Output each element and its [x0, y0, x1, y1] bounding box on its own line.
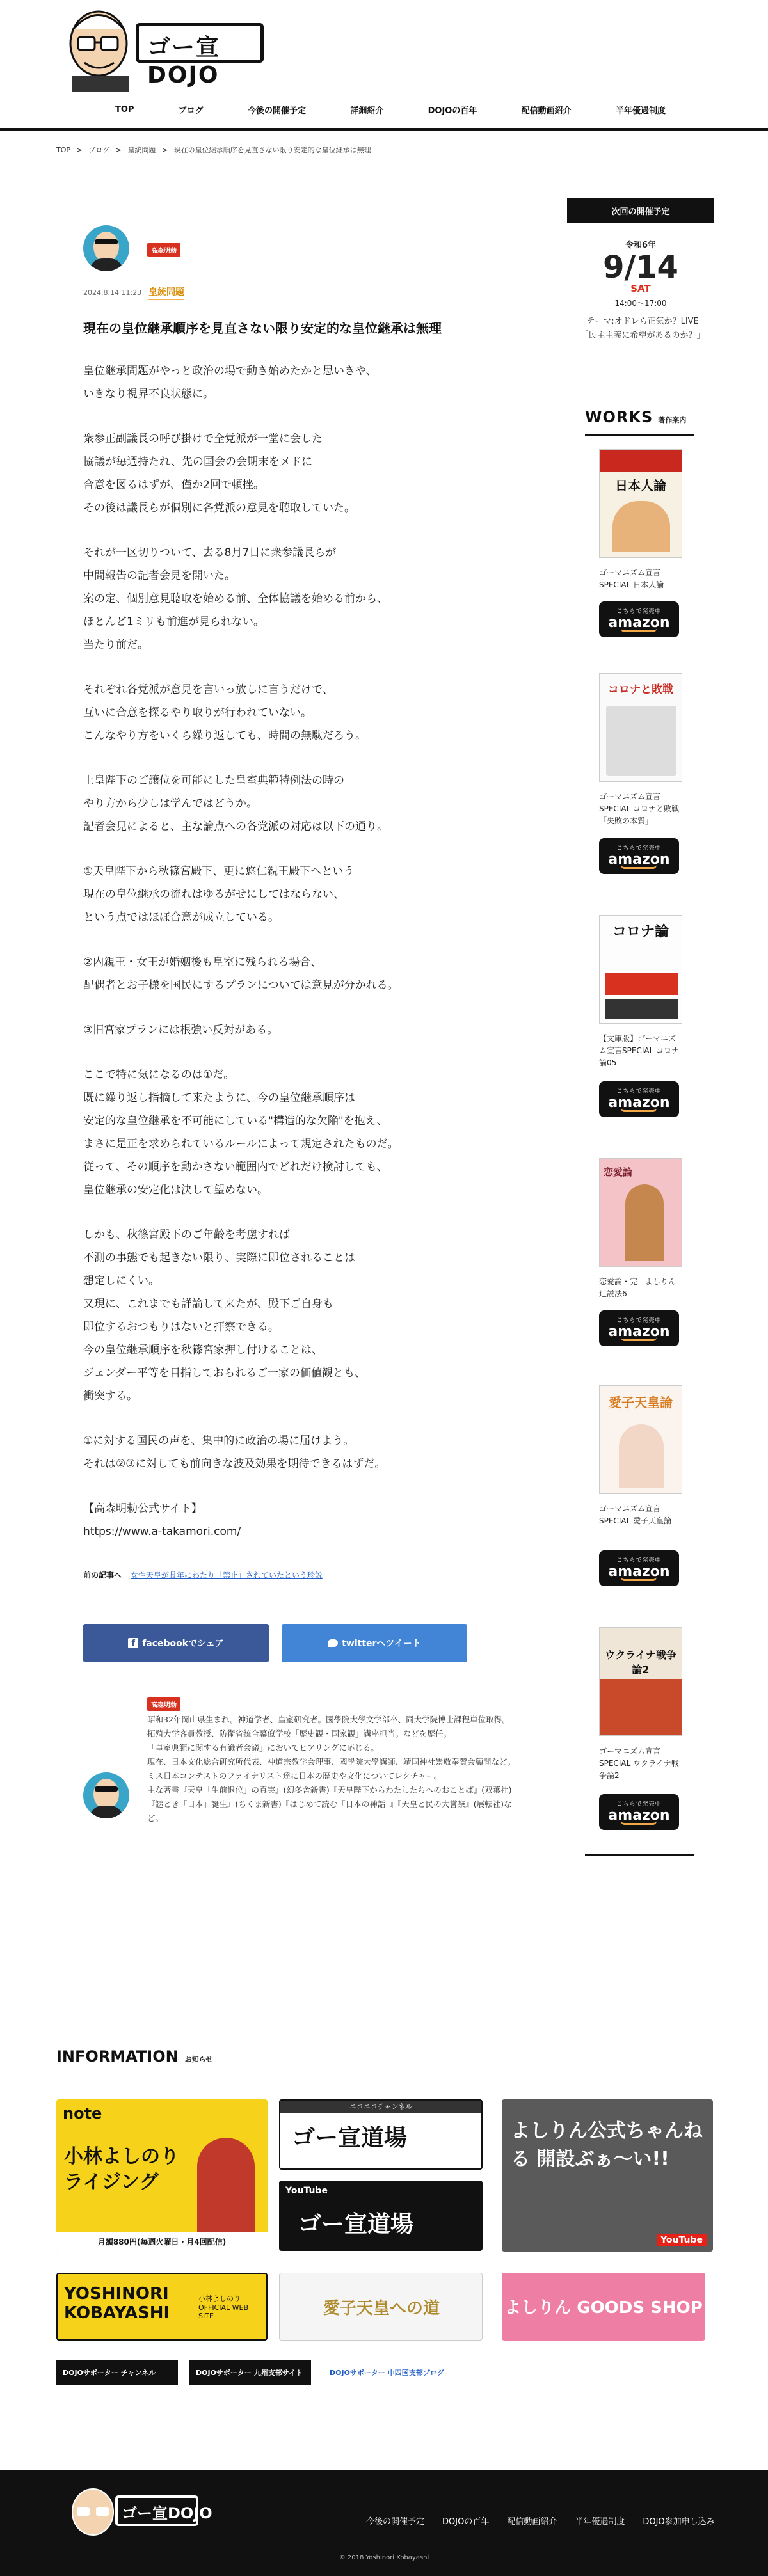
book-cover[interactable]: 愛子天皇論	[599, 1385, 682, 1494]
note-rising-banner[interactable]: note 小林よしのりライジング 月額880円(毎週火曜日・月4回配信)	[56, 2099, 268, 2252]
book-title[interactable]: 【文庫版】ゴーマニズム宣言SPECIAL コロナ論05	[599, 1034, 680, 1067]
prev-label: 前の記事へ	[83, 1571, 122, 1580]
book-title[interactable]: ゴーマニズム宣言SPECIAL ウクライナ戦争論2	[599, 1747, 679, 1780]
amazon-button[interactable]: こちらで発売中 amazon	[599, 1794, 679, 1830]
footer-nav	[366, 2515, 715, 2527]
footer-link-history[interactable]: DOJOの百年	[442, 2517, 490, 2527]
copyright: © 2018 Yoshinori Kobayashi	[339, 2554, 429, 2561]
book-cover[interactable]: 日本人論	[599, 449, 682, 558]
next-event-header: 次回の開催予定	[567, 198, 714, 223]
post-body	[83, 360, 493, 1565]
footer-mascot-icon	[64, 2484, 122, 2545]
post-category[interactable]: 皇統問題	[148, 285, 184, 300]
works-heading: WORKS 著作案内	[585, 408, 687, 426]
paragraph: ①天皇陛下から秋篠宮殿下、更に悠仁親王殿下へという 現在の皇位継承の流れはゆるがせにしてはならない、 という点ではほぼ合意が成立している。	[83, 865, 355, 924]
paragraph: ここで特に気になるのは①だ。 既に繰り返し指摘して来たように、今の皇位継承順序は 安定的な皇位継承を不可能にしている"構造的な欠陥"を抱え、 まさに是正を求められているルールによって規定されたものだ。 従って、その順序を動かさない範囲内でどれだけ検討しても、 皇位継承の安定化は決して望めない。	[83, 1069, 399, 1197]
footer-link-priority[interactable]: 半年優遇制度	[575, 2517, 625, 2527]
works-divider	[585, 434, 694, 436]
mascot-icon	[59, 4, 142, 93]
event-era: 令和6年	[625, 241, 657, 250]
amazon-button[interactable]: こちらで発売中 amazon	[599, 1310, 679, 1346]
prev-post-link[interactable]: 女性天皇が長年にわたり「禁止」されていたという珍説	[130, 1571, 323, 1580]
author-avatar	[83, 225, 129, 271]
book-cover[interactable]: ウクライナ戦争論2	[599, 1627, 682, 1736]
twitter-icon	[328, 1639, 338, 1647]
footer-link-videos[interactable]: 配信動画紹介	[507, 2517, 557, 2527]
event-time: 14:00〜17:00	[614, 299, 667, 308]
paragraph: しかも、秋篠宮殿下のご年齢を考慮すれば 不測の事態でも起きない限り、実際に即位されることは 想定しにくい。 又現に、これまでも詳論して来たが、殿下ご自身も 即位するおつもりはないと拝察できる。 今の皇位継承順序を秋篠宮家押し付けることは、 ジェンダー平等を目指しておられるご一家の価値観とも、 衝突する。	[83, 1228, 365, 1403]
book-title[interactable]: ゴーマニズム宣言SPECIAL 日本人論	[599, 568, 664, 589]
nav-priority[interactable]: 半年優遇制度	[615, 106, 666, 116]
paragraph-site-link[interactable]: 【高森明勅公式サイト】 https://www.a-takamori.com/	[83, 1502, 241, 1538]
crumb-blog[interactable]: ブログ	[88, 146, 110, 154]
nav-details[interactable]: 詳細紹介	[350, 106, 384, 116]
sidebar-divider	[585, 1854, 694, 1856]
crumb-current: 現在の皇位継承順序を見直さない限り安定的な皇位継承は無理	[173, 146, 371, 154]
nav-top[interactable]: TOP	[115, 104, 134, 115]
crumb-category[interactable]: 皇統問題	[127, 146, 156, 154]
paragraph: それが一区切りついて、去る8月7日に衆参議長らが 中間報告の記者会見を開いた。 案の定、個別意見聴取を始める前、全体協議を始める前から、 ほとんど1ミリも前進が見られない。 当たり前だ。	[83, 546, 388, 651]
supporter-kyushu-link[interactable]: DOJOサポーター 九州支部サイト	[189, 2360, 311, 2385]
youtube-icon: YouTube	[285, 2186, 328, 2196]
book-title[interactable]: 恋愛論・完—よしりん辻説法6	[599, 1277, 676, 1298]
amazon-button[interactable]: こちらで発売中 amazon	[599, 601, 679, 637]
nav-schedule[interactable]: 今後の開催予定	[248, 106, 307, 116]
footer-logo-text[interactable]: ゴー宣DOJO	[122, 2504, 212, 2522]
niconico-banner[interactable]: ニコニコチャンネル ゴー宣道場	[279, 2099, 483, 2170]
author-badge-bio[interactable]: 高森明勅	[147, 1697, 180, 1711]
main-nav	[115, 100, 666, 119]
nav-videos[interactable]: 配信動画紹介	[521, 106, 572, 116]
footer-link-apply[interactable]: DOJO参加申し込み	[643, 2517, 715, 2527]
paragraph: それぞれ各党派が意見を言いっ放しに言うだけで、 互いに合意を探るやり取りが行われていない。 こんなやり方をいくら繰り返しても、時間の無駄だろう。	[83, 683, 366, 742]
site-logo[interactable]	[59, 4, 270, 93]
twitter-share-button[interactable]: twitterへツイート	[282, 1624, 467, 1662]
information-heading: INFORMATION お知らせ	[56, 2047, 213, 2065]
amazon-button[interactable]: こちらで発売中 amazon	[599, 1550, 679, 1586]
logo-text: ゴー宣DOJO	[147, 35, 221, 88]
official-site-banner[interactable]: YOSHINORI KOBAYASHI 小林よしのり OFFICIAL WEB SITE	[56, 2273, 268, 2341]
book-cover[interactable]: コロナ論	[599, 915, 682, 1024]
crumb-top[interactable]: TOP	[56, 146, 71, 154]
event-date: 9/14	[603, 250, 678, 285]
paragraph: 皇位継承問題がやっと政治の場で動き始めたかと思いきや、 いきなり視界不良状態に。	[83, 365, 377, 401]
paragraph: ③旧宮家プランには根強い反対がある。	[83, 1024, 278, 1037]
event-theme[interactable]: テーマ:オドレら正気か？LIVE「民主主義に希望があるのか？」	[580, 317, 705, 340]
post-date: 2024.8.14 11:23	[83, 289, 142, 297]
facebook-share-button[interactable]: f facebookでシェア	[83, 1624, 269, 1662]
book-cover[interactable]: 恋愛論	[599, 1158, 682, 1267]
goods-shop-banner[interactable]: よしりん GOODS SHOP	[502, 2273, 705, 2341]
youtube-dojo-banner[interactable]: YouTube ゴー宣道場	[279, 2181, 483, 2251]
nav-dojo-history[interactable]: DOJOの百年	[428, 106, 477, 116]
prev-post	[83, 1570, 323, 1580]
paragraph: 衆参正副議長の呼び掛けで全党派が一堂に会した 協議が毎週持たれ、先の国会の会期末をメドに 合意を図るはずが、僅か2回で頓挫。 その後は議長らが個別に各党派の意見を聴取していた。	[83, 433, 355, 514]
nav-blog[interactable]: ブログ	[178, 106, 204, 116]
event-weekday: SAT	[630, 283, 651, 294]
paragraph: 上皇陛下のご譲位を可能にした皇室典範特例法の時の やり方から少しは学んではどうか。 記者会見によると、主な論点への各党派の対応は以下の通り。	[83, 774, 388, 833]
aiko-banner[interactable]: 愛子天皇への道	[279, 2273, 483, 2341]
paragraph: ①に対する国民の声を、集中的に政治の場に届けよう。 それは②③に対しても前向きな波及効果を期待できるはずだ。	[83, 1435, 386, 1470]
facebook-icon: f	[128, 1638, 138, 1648]
book-title[interactable]: ゴーマニズム宣言SPECIAL 愛子天皇論	[599, 1504, 672, 1525]
book-cover[interactable]: コロナと敗戦	[599, 673, 682, 782]
amazon-button[interactable]: こちらで発売中 amazon	[599, 838, 679, 874]
note-rising-title: 小林よしのりライジング	[64, 2145, 179, 2193]
supporter-channel-link[interactable]: DOJOサポーター チャンネル	[56, 2360, 178, 2385]
note-price: 月額880円(毎週火曜日・月4回配信)	[56, 2232, 268, 2252]
breadcrumb: TOP > ブログ > 皇統問題 > 現在の皇位継承順序を見直さない限り安定的な皇位継承は無理	[56, 146, 371, 154]
post-title: 現在の皇位継承順序を見直さない限り安定的な皇位継承は無理	[83, 321, 442, 336]
author-bio: 昭和32年岡山県生まれ。神道学者、皇室研究者。國學院大學文学部卒、同大学院博士課程単位取得。拓殖大学客員教授、防衛省統合幕僚学校「歴史観・国家観」講座担当。などを歴任。 「皇室典範に関する有識者会議」においてヒアリングに応じる。 現在、日本文化総合研究所代表、神道宗教学会理事、國學院大學講師、靖国神社崇敬奉賛会顧問など。 ミス日本コンテストのファイナリスト達に日本の歴史や文化についてレクチャー。 主な著書『天皇「生前退位」の真実』(幻冬舎新書)『天皇陛下からわたしたちへのおことば』(双葉社)『謎とき「日本」誕生』(ちくま新書)『はじめて読む「日本の神話」』『天皇と民の大嘗祭』(展転社)など。	[147, 1715, 516, 1823]
site-header	[0, 0, 768, 131]
paragraph: ②内親王・女王が婚姻後も皇室に残られる場合、 配偶者とお子様を国民にするプランについては意見が分かれる。	[83, 956, 399, 992]
yoshirin-channel-banner[interactable]: よしりん公式ちゃんねる 開設ぶぁ〜い!! YouTube	[502, 2099, 713, 2252]
supporter-chushikoku-link[interactable]: DOJOサポーター 中四国支部ブログ	[323, 2360, 444, 2385]
book-title[interactable]: ゴーマニズム宣言SPECIAL コロナと敗戦 「失敗の本質」	[599, 792, 680, 825]
author-avatar-bio	[83, 1772, 129, 1818]
footer-link-schedule[interactable]: 今後の開催予定	[366, 2517, 425, 2527]
amazon-button[interactable]: こちらで発売中 amazon	[599, 1081, 679, 1117]
author-badge[interactable]: 高森明勅	[147, 243, 180, 257]
